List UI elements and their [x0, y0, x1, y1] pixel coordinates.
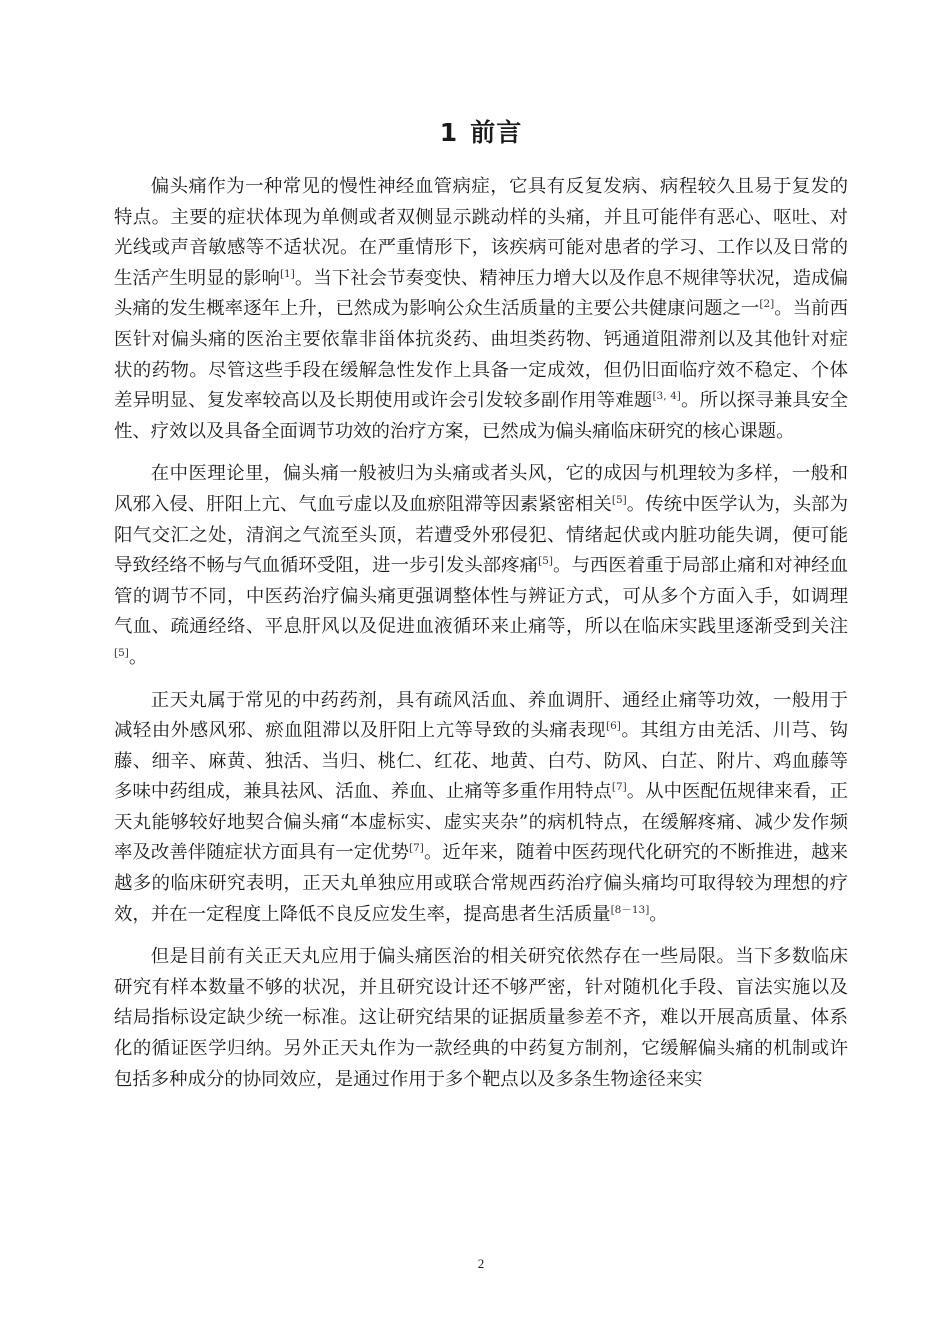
paragraph-text: 。从中医配伍规律来看，正天丸能够较好地契合偏头痛“本虚标实、虚实夹杂”的病机特点，在缓解疼痛、减少发作频率及改善伴随症状方面具有一定优势	[114, 781, 848, 864]
paragraph	[114, 459, 848, 673]
citation-ref: [6]	[606, 719, 621, 732]
paragraph-text: 但是目前有关正天丸应用于偏头痛医治的相关研究依然存在一些局限。当下多数临床研究有样本数量不够的状况，并且研究设计还不够严密，针对随机化手段、盲法实施以及结局指标设定缺少统一标准。这让研究结果的证据质量参差不齐，难以开展高质量、体系化的循证医学归纳。另外正天丸作为一款经典的中药复方制剂，它缓解偏头痛的机制或许包括多种成分的协同效应，是通过作用于多个靶点以及多条生物途径来实	[114, 946, 848, 1090]
citation-ref: [5]	[114, 646, 129, 659]
paragraph	[114, 172, 848, 447]
citation-ref: [5]	[538, 555, 553, 567]
paragraph-text: 。所以探寻兼具安全性、疗效以及具备全面调节功效的治疗方案，已然成为偏头痛临床研究的核心课题。	[114, 390, 848, 442]
paragraph-text: 。传统中医学认为，头部为阳气交汇之处，清润之气流至头顶，若遭受外邪侵犯、情绪起伏或内脏功能失调，便可能导致经络不畅与气血循环受阻，进一步引发头部疼痛	[114, 493, 848, 577]
body-text	[114, 172, 848, 1107]
page-number: 2	[477, 1256, 485, 1271]
citation-ref: [2]	[759, 298, 775, 311]
citation-ref: [1]	[279, 267, 295, 280]
paragraph-text: 偏头痛作为一种常见的慢性神经血管病症，它具有反复发病、病程较久且易于复发的特点。主要的症状体现为单侧或者双侧显示跳动样的头痛，并且可能伴有恶心、呕吐、对光线或声音敏感等不适状况。在严重情形下，该疾病可能对患者的学习、工作以及日常的生活产生明显的影响	[114, 176, 848, 289]
paragraph-text: 。其组方由羌活、川芎、钩藤、细辛、麻黄、独活、当归、桃仁、红花、地黄、白芍、防风、白芷、附片、鸡血藤等多味中药组成，兼具祛风、活血、养血、止痛等多重作用特点	[114, 720, 848, 803]
paragraph-text: 。当下社会节奏变快、精神压力增大以及作息不规律等状况，造成偏头痛的发生概率逐年上升，已然成为影响公众生活质量的主要公共健康问题之一	[114, 267, 848, 320]
citation-ref: [5]	[611, 493, 627, 506]
paragraph-text: 。	[128, 646, 148, 668]
paragraph-text: 。	[649, 903, 668, 925]
document-page	[114, 0, 848, 1344]
section-title: 前言	[470, 118, 523, 147]
paragraph-text: 在中医理论里，偏头痛一般被归为头痛或者头风，它的成因与机理较为多样，一般和风邪入侵、肝阳上亢、气血亏虚以及血瘀阻滞等因素紧密相关	[114, 463, 848, 515]
citation-ref: [3, 4]	[652, 390, 681, 403]
paragraph-text: 。近年来，随着中医药现代化研究的不断推进，越来越多的临床研究表明，正天丸单独应用或联合常规西药治疗偏头痛均可取得较为理想的疗效，并在一定程度上降低不良反应发生率，提高患者生活质量	[114, 842, 848, 925]
citation-ref: [8－13]	[610, 903, 650, 916]
paragraph	[114, 942, 848, 1095]
paragraph-text: 。与西医着重于局部止痛和对神经血管的调节不同，中医药治疗偏头痛更强调整体性与辨证方式，可从多个方面入手，如调理气血、疏通经络、平息肝风以及促进血液循环来止痛等，所以在临床实践里逐渐受到关注	[114, 555, 848, 638]
section-heading	[114, 113, 848, 149]
paragraph-text: 正天丸属于常见的中药药剂，具有疏风活血、养血调肝、通经止痛等功效，一般用于减轻由外感风邪、瘀血阻滞以及肝阳上亢等导致的头痛表现	[114, 689, 848, 742]
paragraph	[114, 686, 848, 931]
section-number: 1	[439, 118, 459, 147]
citation-ref: [7]	[611, 781, 627, 794]
citation-ref: [7]	[409, 842, 424, 855]
paragraph-text: 。当前西医针对偏头痛的医治主要依靠非甾体抗炎药、曲坦类药物、钙通道阻滞剂以及其他针对症状的药物。尽管这些手段在缓解急性发作上具备一定成效，但仍旧面临疗效不稳定、个体差异明显、复发率较高以及长期使用或许会引发较多副作用等难题	[114, 298, 848, 412]
